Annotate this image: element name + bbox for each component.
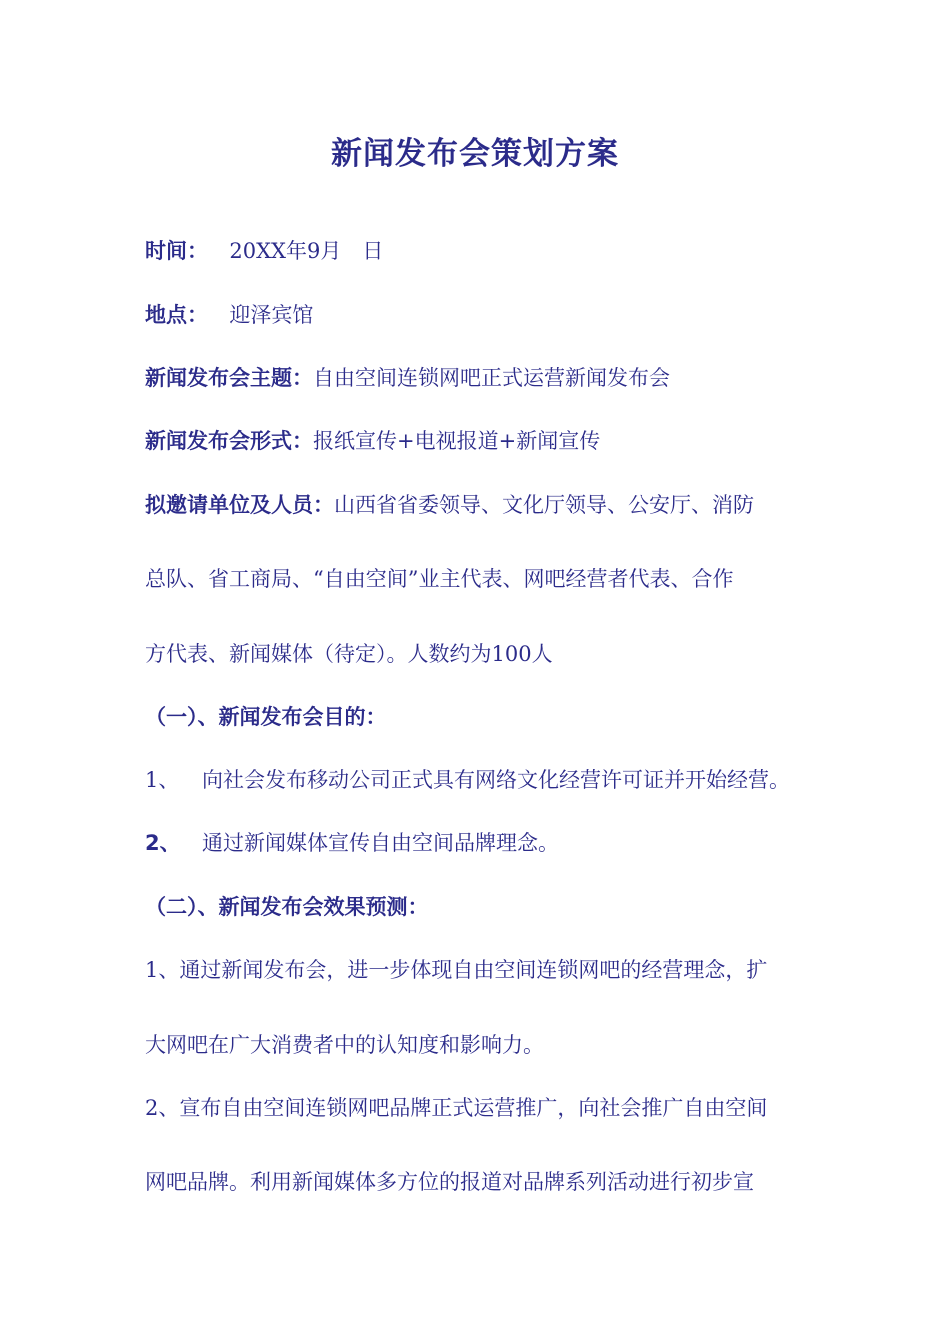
time-row (145, 237, 383, 265)
form-label: 新闻发布会形式： (145, 428, 313, 453)
section-2-para-2-line-1: 2、宣布自由空间连锁网吧品牌正式运营推广，向社会推广自由空间 (145, 1096, 768, 1120)
section-2-heading: （二）、新闻发布会效果预测： (145, 894, 429, 919)
section-2-para-2-line-2: 网吧品牌。利用新闻媒体多方位的报道对品牌系列活动进行初步宣 (145, 1170, 754, 1194)
item-text: 通过新闻媒体宣传自由空间品牌理念。 (202, 831, 559, 855)
item-number: 2、 (145, 831, 181, 855)
section-2-para-1-line-2: 大网吧在广大消费者中的认知度和影响力。 (145, 1033, 544, 1057)
place-value: 迎泽宾馆 (229, 303, 314, 327)
invitees-row (145, 491, 754, 519)
item-text: 向社会发布移动公司正式具有网络文化经营许可证并开始经营。 (202, 768, 790, 792)
invitees-line-3: 方代表、新闻媒体（待定）。人数约为100人 (145, 642, 553, 666)
document-title: 新闻发布会策划方案 (331, 136, 619, 172)
invitees-line-1: 山西省省委领导、文化厅领导、公安厅、消防 (334, 493, 754, 517)
section-2-para-1-line-1: 1、通过新闻发布会，进一步体现自由空间连锁网吧的经营理念，扩 (145, 958, 768, 982)
place-label: 地点： (145, 302, 208, 327)
time-value: 20XX年9月 日 (229, 239, 384, 263)
section-1-heading: （一）、新闻发布会目的： (145, 704, 387, 729)
invitees-label: 拟邀请单位及人员： (145, 492, 334, 517)
theme-label: 新闻发布会主题： (145, 365, 313, 390)
section-1-item-2 (145, 829, 559, 857)
theme-row (145, 364, 670, 392)
theme-value: 自由空间连锁网吧正式运营新闻发布会 (313, 366, 670, 390)
invitees-line-2: 总队、省工商局、“自由空间”业主代表、网吧经营者代表、合作 (145, 567, 734, 591)
time-label: 时间： (145, 238, 208, 263)
form-row (145, 427, 600, 455)
form-value: 报纸宣传+电视报道+新闻宣传 (313, 429, 601, 453)
section-1-item-1 (145, 766, 790, 794)
item-number: 1、 (145, 768, 180, 792)
place-row (145, 301, 313, 329)
